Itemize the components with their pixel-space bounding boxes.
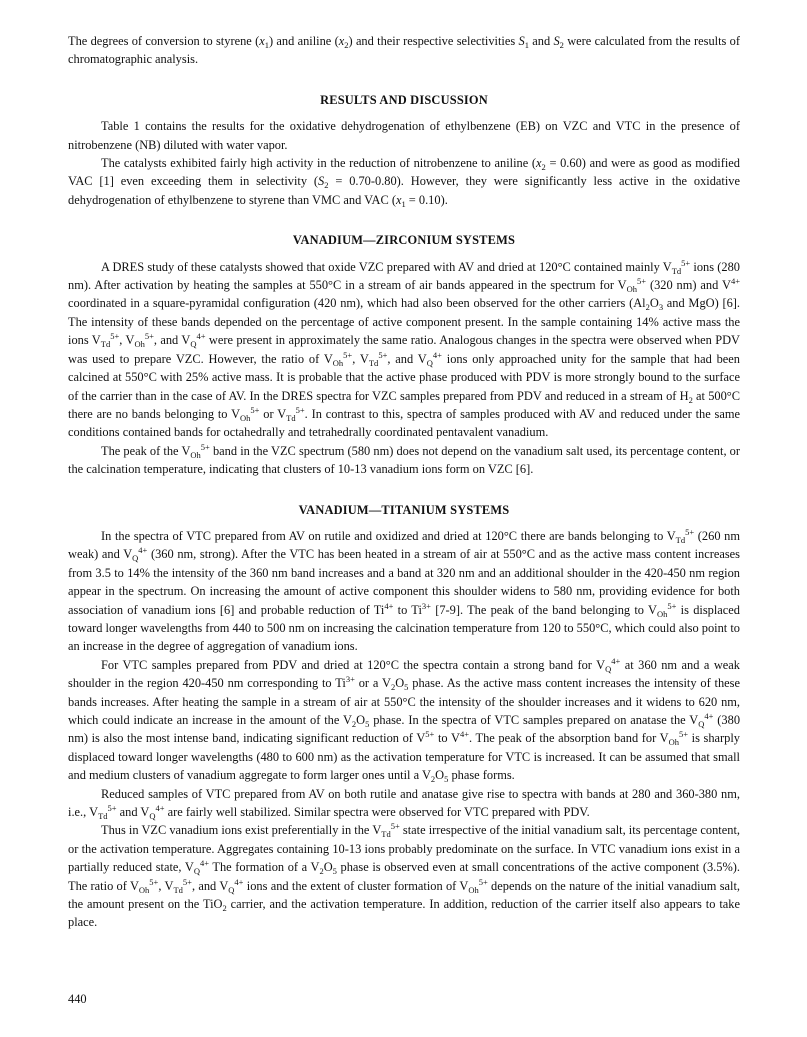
superscript: 5+	[149, 876, 159, 887]
subscript: 5	[404, 682, 409, 693]
text-run: (260 nm weak) and V	[68, 528, 740, 562]
text-run: For VTC samples prepared from PDV and dried at 120°C the spectra contain a strong band for V	[101, 657, 606, 672]
superscript: 4+	[432, 349, 442, 360]
subscript: Q	[190, 339, 197, 350]
text-run: to Ti	[393, 602, 422, 617]
heading-vanadium-zirconium: VANADIUM—ZIRCONIUM SYSTEMS	[292, 233, 516, 248]
subscript: 5	[365, 719, 370, 729]
superscript: 4+	[155, 803, 165, 814]
subscript: 2	[390, 682, 396, 693]
subscript: 2	[351, 719, 357, 729]
superscript: 4+	[704, 711, 714, 721]
paragraph-conclusion	[68, 821, 740, 931]
superscript: 5+	[478, 876, 488, 887]
text-run: (380 nm) is also the most intense band, indicating significant reduction of V	[68, 713, 741, 746]
superscript: 4+	[611, 655, 621, 666]
superscript: 4+	[459, 729, 469, 740]
superscript: 4+	[199, 858, 210, 869]
heading-vanadium-titanium: VANADIUM—TITANIUM SYSTEMS	[298, 502, 510, 517]
subscript: Oh	[626, 284, 637, 295]
subscript: Q	[132, 553, 139, 564]
text-run: phase. In the spectra of VTC samples prepared on anatase the V	[369, 713, 699, 727]
var-s: S	[518, 34, 525, 48]
subscript: Oh	[240, 412, 251, 423]
text-run: coordinated in a square-pyramidal configuration (420 nm), which had also been observed for the other carriers (Al	[68, 296, 646, 311]
subscript: Td	[173, 884, 183, 895]
text-run: at 500°C there are no bands belonging to V	[68, 388, 740, 421]
superscript: 5+	[107, 803, 117, 814]
paragraph-conversion-definitions	[68, 32, 740, 69]
text-run: were calculated from the results of chromatographic analysis.	[68, 34, 740, 67]
text-run: at 360 nm and a weak shoulder in the region 420-450 nm corresponding to Ti	[68, 657, 741, 691]
subscript: 1	[401, 198, 406, 209]
superscript: 4+	[196, 331, 206, 342]
text-run: phase. As the active mass content increases the intensity of these bands increases. After heating the sample in a stream of air at 550°C the intensity of the shoulder increases and it widens to 620 nm, which could indicate an increase in the amount of the V	[68, 676, 741, 727]
subscript: 5	[332, 866, 337, 877]
text-run: is sharply displaced toward longer wavelengths (480 to 600 nm) as the activation temperature for VTC is increased. It can be assumed that small and medium clusters of vanadium aggregate to form larger ones until a V	[68, 731, 740, 783]
heading-results-and-discussion: RESULTS AND DISCUSSION	[320, 92, 488, 107]
text-run: , and V	[191, 878, 229, 893]
superscript: 5+	[250, 404, 260, 415]
superscript: 5+	[678, 729, 688, 740]
text-run: = 0.70-0.80). However, they were significantly less active in the oxidative dehydrogenation of ethylbenzene to styrene than VMC and VAC (	[68, 174, 740, 207]
text-run: or a V	[354, 676, 391, 691]
paragraph-vtc-reduced	[68, 785, 740, 822]
subscript: 2	[344, 40, 349, 50]
text-run: O	[356, 713, 366, 727]
text-run: or V	[259, 406, 287, 421]
text-run: to V	[434, 731, 460, 746]
page-number: 440	[68, 992, 87, 1006]
paragraph-vtc-pdv	[68, 656, 740, 785]
subscript: Q	[605, 663, 612, 674]
subscript: Oh	[668, 737, 679, 748]
subscript: Q	[149, 811, 156, 822]
subscript: Q	[228, 884, 235, 895]
subscript: 1	[264, 40, 269, 50]
subscript: 2	[324, 180, 329, 191]
text-run: . In contrast to this, spectra of samples produced with AV and reduced under the same conditions contained bands for octahedrally and tetrahedrally coordinated pentavalent vanadium.	[68, 406, 740, 440]
superscript: 3+	[345, 674, 355, 685]
text-run: are fairly well stabilized. Similar spectra were observed for VTC prepared with PDV.	[164, 805, 590, 820]
superscript: 4+	[730, 276, 740, 287]
text-run: ) and aniline (	[268, 34, 339, 48]
text-run: phase forms.	[448, 768, 515, 783]
paragraph-vtc-rutile	[68, 527, 740, 656]
page-body	[68, 32, 740, 932]
subscript: 1	[524, 40, 529, 50]
text-run: carrier, and the activation temperature. In addition, reduction of the carrier itself also appears to take place.	[68, 897, 740, 930]
subscript: Oh	[332, 357, 344, 368]
text-run: The catalysts exhibited fairly high activity in the reduction of nitrobenzene to aniline (	[101, 156, 537, 171]
paragraph-catalyst-activity	[68, 154, 740, 209]
superscript: 4+	[138, 545, 148, 556]
superscript: 4+	[234, 876, 244, 887]
text-run: ions (280 nm). After activation by heating the samples at 550°C in a stream of air bands appeared in the spectrum for V	[68, 259, 740, 293]
text-run: Reduced samples of VTC prepared from AV on both rutile and anatase give rise to spectra with bands at 280 and 360-380 nm, i.e., V	[68, 786, 740, 820]
text-run: = 0.10).	[405, 192, 448, 207]
superscript: 5+	[685, 526, 695, 537]
superscript: 5+	[182, 876, 192, 887]
paragraph-table-intro: Table 1 contains the results for the oxidative dehydrogenation of ethylbenzene (EB) on VZC and VTC in the presence of nitrobenzene (NB) diluted with water vapor.	[68, 119, 740, 152]
text-run: were present in approximately the same ratio. Analogous changes in the spectra were observed when PDV was used to prepare VZC. However, the ratio of V	[68, 333, 740, 366]
superscript: 5+	[390, 821, 400, 832]
text-run: In the spectra of VTC prepared from AV on rutile and oxidized and dried at 120°C there are bands belonging to V	[101, 528, 676, 543]
text-run: The peak of the V	[101, 443, 191, 458]
subscript: Td	[98, 811, 108, 822]
superscript: 5+	[110, 331, 120, 342]
text-run: (320 nm) and V	[646, 278, 731, 293]
text-run: O	[395, 676, 405, 691]
text-run: , V	[158, 878, 174, 893]
var-x: x	[338, 34, 345, 48]
superscript: 4+	[384, 600, 394, 611]
text-run: The degrees of conversion to styrene (	[68, 34, 260, 48]
text-run: ions and the extent of cluster formation of V	[243, 878, 469, 893]
subscript: Td	[381, 829, 391, 840]
text-run: . The peak of the absorption band for V	[469, 731, 669, 746]
superscript: 5+	[200, 441, 210, 452]
text-run: The formation of a V	[209, 860, 320, 875]
text-run: A DRES study of these catalysts showed that oxide VZC prepared with AV and dried at 120°C contained mainly V	[101, 259, 672, 274]
text-run: ions only approached unity for the sample that had been calcined at 550°C with 25% active mass. It is probable that the active phase produced with PDV is more strongly bound to the surface of the carrier than in the case of AV. In the DRES spectra for VZC samples prepared from PDV and reduced in a stream of H	[68, 351, 740, 403]
text-run: , and V	[387, 351, 427, 366]
text-run: (360 nm, strong). After the VTC has been heated in a stream of air at 550°C and as the active mass content increases from 3.5 to 14% the intensity of the 360 nm band increases and a band at 320 nm and an additional shoulder in the 420-450 nm region appear in the spectrum. On increasing the amount of active component this shoulder widens to 580 nm, providing evidence for both association of vanadium ions [6] and probable reduction of Ti	[68, 547, 740, 617]
subscript: Q	[698, 719, 705, 729]
var-s: S	[318, 174, 325, 189]
text-run: and	[528, 34, 554, 48]
text-run: O	[649, 296, 659, 311]
text-run: is displaced toward longer wavelengths from 440 to 500 nm on increasing the calcination temperature from 120 to 550°C, which could also point to an increase in the degree of aggregation of vanadium ions.	[68, 602, 740, 654]
subscript: Oh	[138, 884, 150, 895]
subscript: 2	[559, 40, 564, 50]
text-run: band in the VZC spectrum (580 nm) does not depend on the vanadium salt used, its percentage content, or the calcination temperature, indicating that clusters of 10-13 vanadium ions form on VZC [6].	[68, 443, 740, 477]
subscript: Td	[671, 265, 682, 276]
superscript: 5+	[343, 349, 353, 360]
subscript: 3	[658, 302, 664, 313]
subscript: Td	[286, 412, 296, 423]
subscript: 2	[645, 302, 650, 313]
text-run: , V	[352, 351, 369, 366]
text-run: and V	[116, 805, 150, 820]
subscript: Q	[426, 357, 433, 368]
superscript: 5+	[144, 331, 154, 342]
superscript: 5+	[681, 257, 691, 268]
text-run: = 0.60) and were as good as modified VAC [1] even exceeding them in selectivity (	[68, 156, 741, 189]
subscript: Oh	[656, 608, 668, 619]
text-run: state irrespective of the initial vanadium salt, its percentage content, or the activation temperature. Aggregates containing 10-13 ions probably predominate on the surface. In VTC vanadium ions exist in a partially reduced state, V	[68, 823, 740, 875]
subscript: Oh	[190, 449, 201, 460]
subscript: 2	[541, 162, 546, 173]
subscript: 2	[688, 394, 693, 405]
superscript: 5+	[667, 600, 677, 611]
subscript: Oh	[468, 884, 479, 895]
subscript: 2	[430, 774, 436, 785]
superscript: 3+	[421, 600, 431, 611]
var-s: S	[553, 34, 560, 48]
paragraph-vzc-dres	[68, 258, 740, 442]
text-run: Thus in VZC vanadium ions exist preferentially in the V	[101, 823, 382, 838]
text-run: depends on the nature of the initial vanadium salt, the amount present on the TiO	[68, 878, 741, 912]
subscript: 2	[319, 866, 324, 877]
paragraph-vzc-peak	[68, 442, 740, 479]
text-run: [7-9]. The peak of the band belonging to V	[430, 602, 657, 617]
subscript: Td	[100, 339, 111, 350]
var-x: x	[259, 34, 265, 48]
text-run: phase is observed even at small concentrations of the active component (3.5%). The ratio of V	[68, 860, 740, 893]
text-run: , and V	[153, 333, 191, 348]
var-x: x	[395, 192, 402, 207]
subscript: Td	[675, 534, 686, 545]
subscript: 2	[222, 903, 227, 914]
text-run: O	[323, 860, 333, 875]
subscript: Q	[193, 866, 200, 877]
subscript: Oh	[134, 339, 145, 350]
text-run: , V	[119, 333, 135, 348]
superscript: 5+	[295, 404, 305, 415]
text-run: ) and their respective selectivities	[348, 34, 519, 48]
text-run: O	[435, 768, 445, 783]
text-run: and MgO) [6]. The intensity of these bands depended on the percentage of active component present. In the sample containing 14% active mass the ions V	[68, 296, 740, 348]
subscript: Td	[368, 357, 379, 368]
superscript: 5+	[425, 729, 435, 740]
var-x: x	[536, 156, 542, 171]
superscript: 5+	[637, 276, 647, 287]
superscript: 5+	[378, 349, 388, 360]
subscript: 5	[444, 774, 449, 785]
